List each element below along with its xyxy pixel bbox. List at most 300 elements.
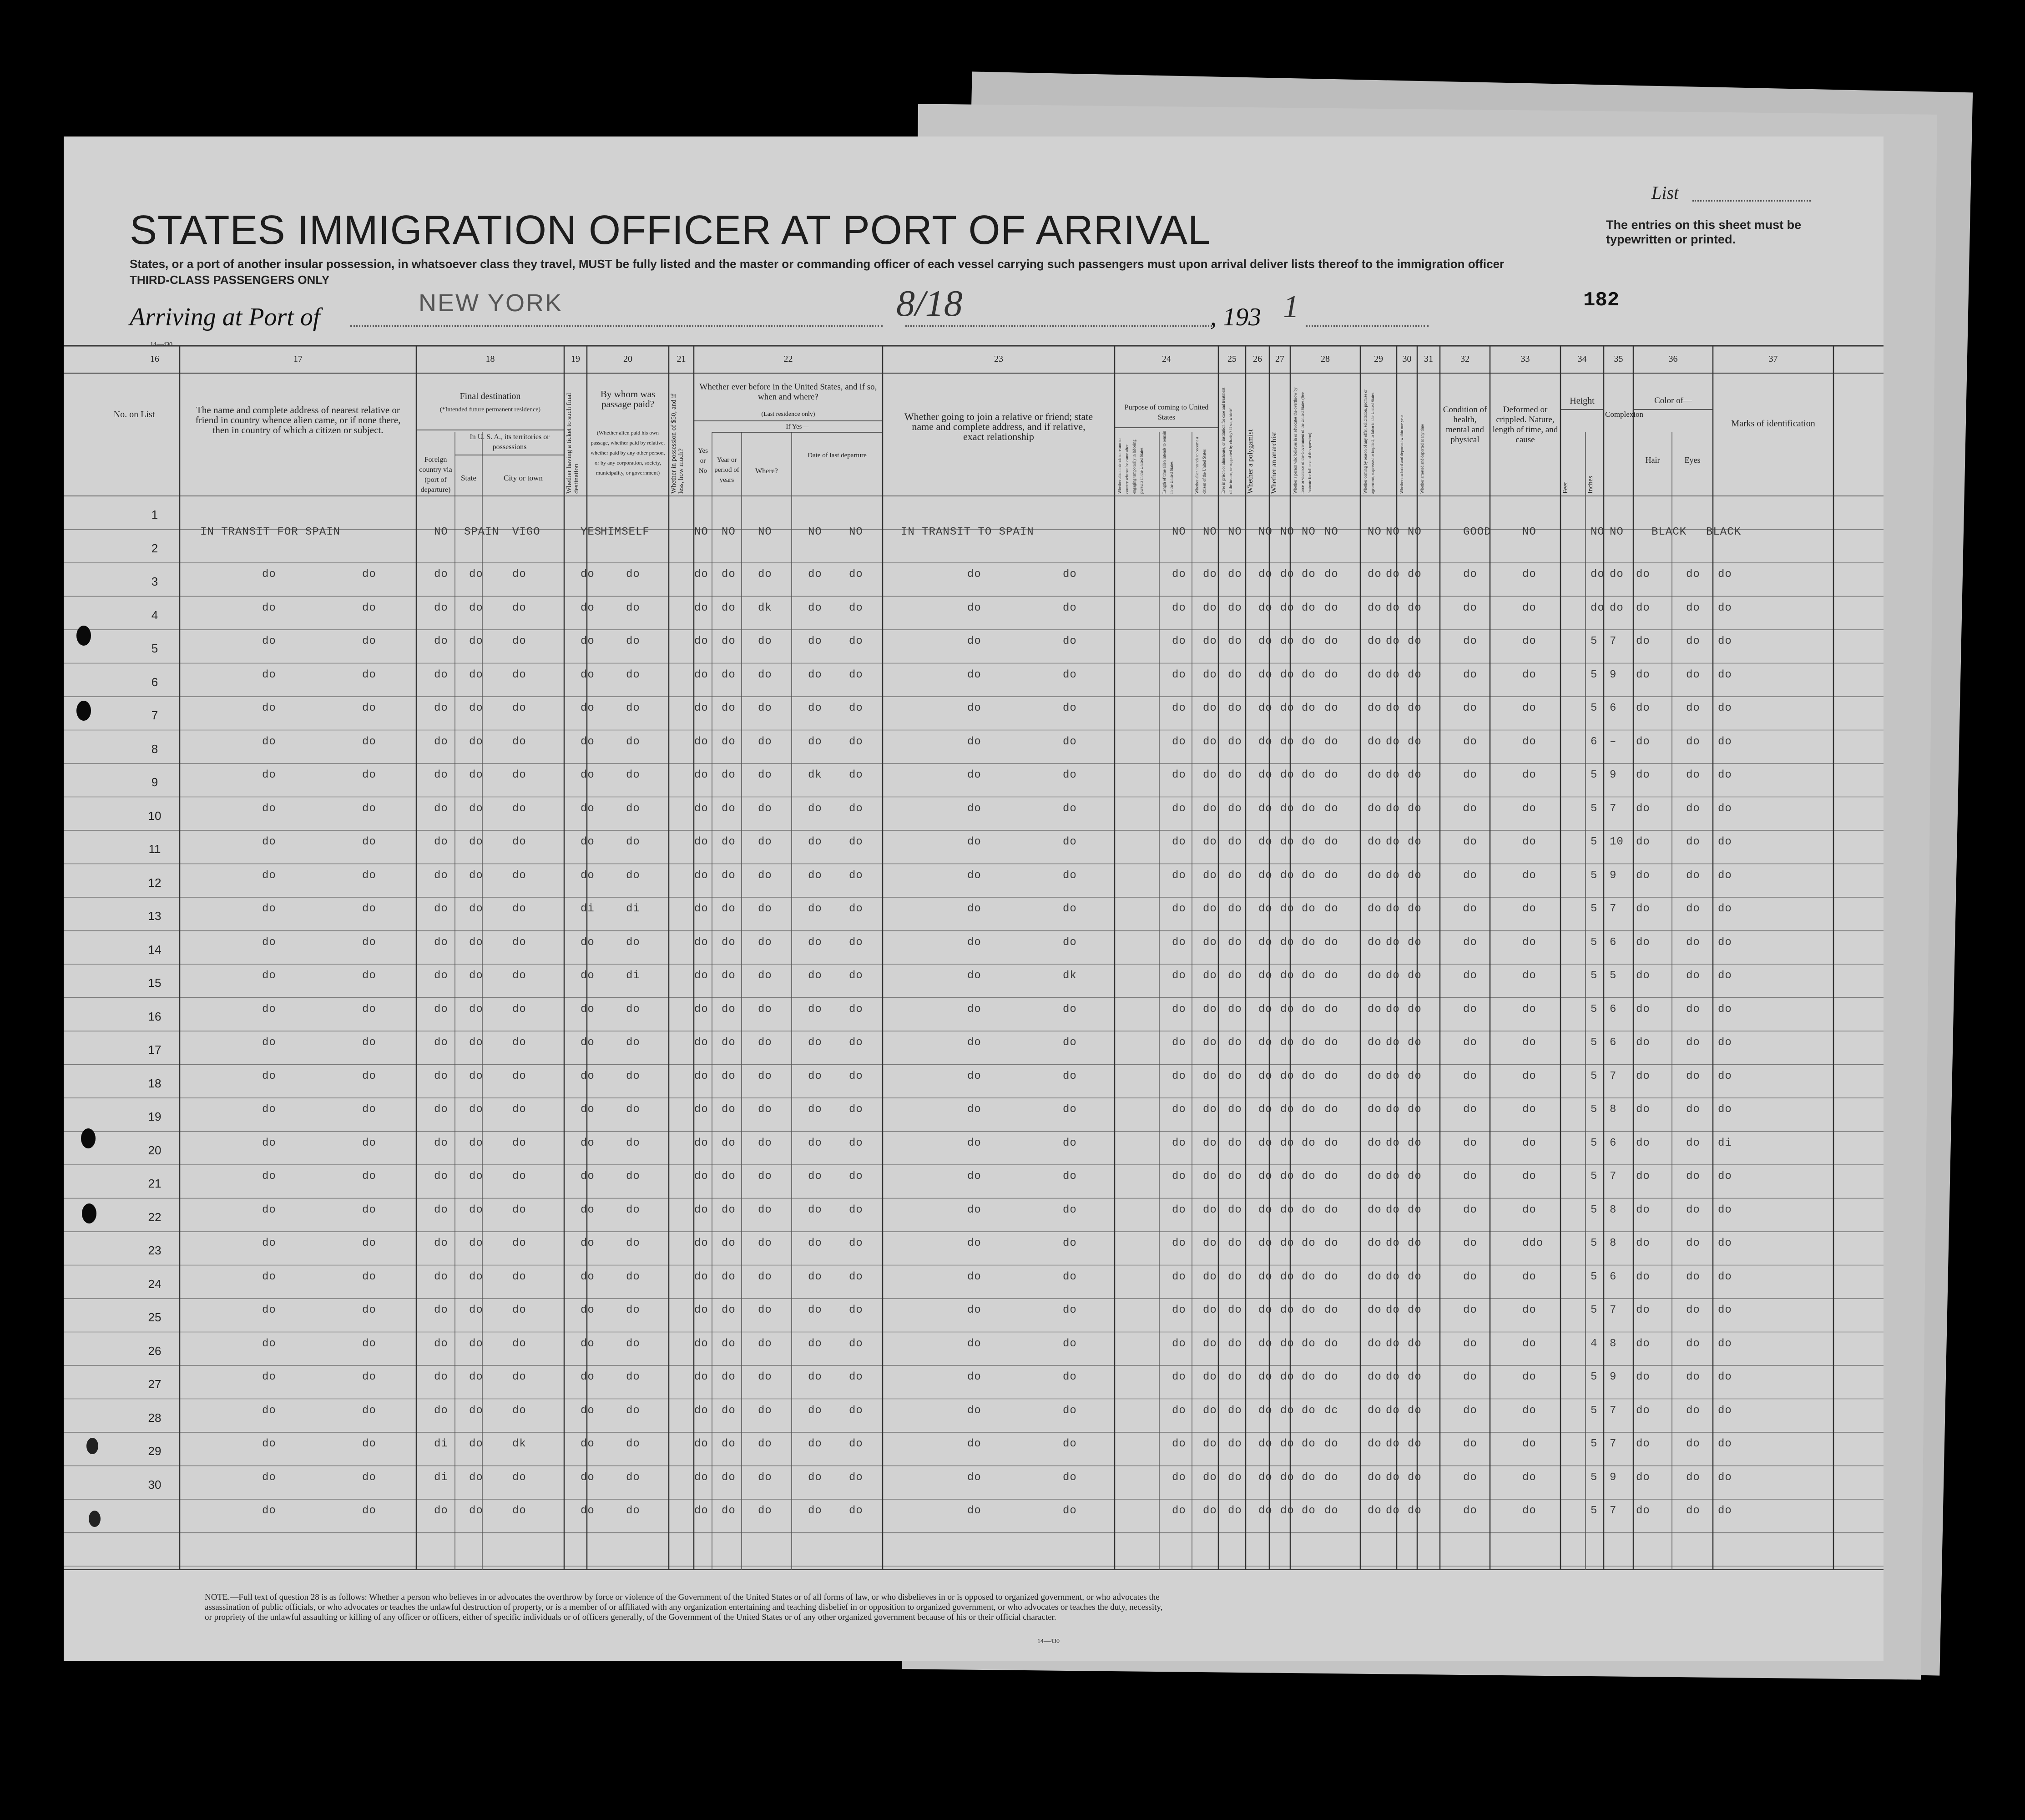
table-cell-c19: do	[581, 735, 595, 748]
table-cell-c35: do	[1636, 1337, 1650, 1350]
table-cell-c34a: 5	[1591, 702, 1598, 714]
table-cell-c33: do	[1522, 568, 1536, 581]
table-cell-c19: do	[581, 970, 595, 982]
table-cell-c30: do	[1386, 1070, 1400, 1082]
table-cell-c28: do	[1324, 1036, 1338, 1049]
table-cell-c35: do	[1636, 836, 1650, 848]
table-cell-c19: do	[581, 1203, 595, 1216]
row-number: 2	[151, 541, 158, 555]
table-cell-c34a: do	[1591, 602, 1605, 614]
table-cell-c24b: do	[1203, 735, 1217, 748]
row-number: 24	[148, 1277, 162, 1291]
table-cell-c36b: do	[1718, 769, 1732, 781]
row-number: 11	[148, 842, 161, 856]
table-cell-c18c: do	[512, 1237, 526, 1249]
table-cell-c23b: do	[1063, 1304, 1077, 1316]
table-cell-c36a: do	[1686, 1103, 1700, 1116]
table-cell-c34b: 7	[1610, 1505, 1617, 1517]
table-cell-c22d: do	[849, 735, 863, 748]
table-cell-c18c: do	[512, 1371, 526, 1383]
table-cell-c18b: do	[469, 668, 483, 681]
table-cell-c18b: do	[469, 1003, 483, 1016]
table-cell-c25: do	[1258, 1003, 1273, 1016]
table-cell-c35: do	[1636, 1438, 1650, 1450]
header-anarchist: Whether an anarchist	[1270, 432, 1278, 494]
table-cell-c17a: do	[262, 1371, 276, 1383]
table-cell-c17a: do	[262, 1404, 276, 1417]
table-cell-c25: do	[1258, 802, 1273, 815]
table-cell-c34b: do	[1610, 568, 1624, 581]
table-cell-c18b: do	[469, 1438, 483, 1450]
table-cell-c21: do	[694, 936, 708, 949]
table-cell-c24a: do	[1172, 1404, 1186, 1417]
arriving-label: Arriving at Port of	[130, 303, 320, 331]
table-cell-c24a: do	[1172, 568, 1186, 581]
table-cell-c21: NO	[694, 526, 708, 538]
table-cell-c24b: do	[1203, 1203, 1217, 1216]
column-number: 35	[1614, 354, 1623, 364]
table-cell-c18a: do	[434, 1371, 448, 1383]
column-number: 31	[1424, 354, 1433, 364]
table-cell-c34b: 5	[1610, 970, 1617, 982]
table-cell-c22a: do	[722, 836, 736, 848]
table-cell-c22b: do	[758, 1103, 772, 1116]
table-cell-c24b: do	[1203, 1371, 1217, 1383]
table-cell-c24c: do	[1228, 1203, 1242, 1216]
table-cell-c32: do	[1463, 568, 1477, 581]
table-cell-c36a: do	[1686, 668, 1700, 681]
table-cell-c36a: do	[1686, 836, 1700, 848]
row-number: 7	[151, 708, 158, 722]
table-cell-c31: do	[1408, 568, 1422, 581]
table-cell-c36b: do	[1718, 635, 1732, 647]
table-cell-c18a: do	[434, 836, 448, 848]
column-number: 25	[1227, 354, 1237, 364]
table-cell-c36a: BLACK	[1651, 526, 1687, 538]
table-cell-c28: do	[1324, 936, 1338, 949]
table-cell-c30: do	[1386, 1371, 1400, 1383]
table-cell-c18b: do	[469, 735, 483, 748]
table-cell-c29: do	[1368, 1237, 1382, 1249]
table-cell-c18c: do	[512, 1103, 526, 1116]
table-cell-c26: do	[1280, 1237, 1294, 1249]
table-cell-c22d: do	[849, 702, 863, 714]
table-cell-c18a: do	[434, 1505, 448, 1517]
table-cell-c27: do	[1302, 903, 1316, 915]
table-cell-c30: do	[1386, 869, 1400, 882]
table-cell-c28: do	[1324, 668, 1338, 681]
table-cell-c20: do	[626, 1070, 640, 1082]
table-cell-c28: NO	[1324, 526, 1338, 538]
table-cell-c18b: do	[469, 1203, 483, 1216]
table-cell-c23b: do	[1063, 635, 1077, 647]
table-cell-c17a: do	[262, 836, 276, 848]
table-cell-c33: do	[1522, 702, 1536, 714]
table-cell-c22c: do	[808, 936, 822, 949]
table-cell-c30: do	[1386, 1203, 1400, 1216]
table-cell-c24c: do	[1228, 1036, 1242, 1049]
table-cell-c33: do	[1522, 1371, 1536, 1383]
table-cell-c22a: do	[722, 1170, 736, 1183]
table-cell-c17b: do	[362, 702, 376, 714]
row-number: 25	[148, 1310, 162, 1324]
table-cell-c24c: do	[1228, 836, 1242, 848]
table-cell-c29: do	[1368, 836, 1382, 848]
table-cell-c31: do	[1408, 970, 1422, 982]
table-cell-c32: do	[1463, 802, 1477, 815]
table-cell-c26: do	[1280, 1003, 1294, 1016]
table-cell-c21: do	[694, 602, 708, 614]
table-cell-c34b: 7	[1610, 1304, 1617, 1316]
table-cell-c17b: do	[362, 802, 376, 815]
table-cell-c21: do	[694, 1471, 708, 1484]
table-cell-c31: do	[1408, 668, 1422, 681]
table-cell-c26: do	[1280, 702, 1294, 714]
table-cell-c24a: do	[1172, 1203, 1186, 1216]
table-cell-c18b: do	[469, 1337, 483, 1350]
table-cell-c18a: do	[434, 602, 448, 614]
table-cell-c24c: do	[1228, 1438, 1242, 1450]
table-cell-c22c: do	[808, 1471, 822, 1484]
table-cell-c36a: do	[1686, 1371, 1700, 1383]
table-cell-c35: do	[1636, 769, 1650, 781]
table-cell-c31: do	[1408, 635, 1422, 647]
table-cell-c23a: do	[967, 1003, 981, 1016]
table-cell-c22a: do	[722, 802, 736, 815]
table-cell-c17b: do	[362, 602, 376, 614]
table-cell-c18c: do	[512, 1137, 526, 1149]
table-cell-c35: do	[1636, 702, 1650, 714]
table-cell-c22c: do	[808, 1070, 822, 1082]
table-cell-c36b: do	[1718, 1270, 1732, 1283]
table-cell-c24c: do	[1228, 936, 1242, 949]
table-cell-c24a: do	[1172, 869, 1186, 882]
table-cell-c22d: do	[849, 1404, 863, 1417]
table-cell-c22d: do	[849, 1371, 863, 1383]
table-cell-c24a: do	[1172, 836, 1186, 848]
table-cell-c36b: do	[1718, 1304, 1732, 1316]
table-cell-c35: do	[1636, 1036, 1650, 1049]
table-cell-c23a: do	[967, 668, 981, 681]
table-cell-c17a: do	[262, 1304, 276, 1316]
table-cell-c23a: do	[967, 1070, 981, 1082]
table-cell-c32: do	[1463, 1170, 1477, 1183]
table-cell-c18c: do	[512, 702, 526, 714]
table-cell-c19: do	[581, 836, 595, 848]
table-cell-c23b: do	[1063, 1237, 1077, 1249]
table-cell-c32: do	[1463, 1070, 1477, 1082]
table-cell-c26: do	[1280, 735, 1294, 748]
table-cell-c22c: do	[808, 836, 822, 848]
table-cell-c27: NO	[1302, 526, 1316, 538]
table-cell-c28: do	[1324, 1505, 1338, 1517]
table-cell-c32: do	[1463, 1137, 1477, 1149]
table-cell-c17a: do	[262, 769, 276, 781]
table-cell-c23a: do	[967, 836, 981, 848]
table-cell-c36b: do	[1718, 1170, 1732, 1183]
table-cell-c17b: do	[362, 1203, 376, 1216]
table-cell-c26: do	[1280, 568, 1294, 581]
table-cell-c36a: do	[1686, 1438, 1700, 1450]
table-cell-c34b: 6	[1610, 1137, 1617, 1149]
table-cell-c24b: do	[1203, 869, 1217, 882]
instruction-line: States, or a port of another insular possession, in whatsoever class they travel, MUST be fully listed and the master or commanding officer of each vessel carrying such passengers must upon arrival deliver lists thereof to the immigration officer	[130, 257, 1505, 271]
table-cell-c19: do	[581, 1003, 595, 1016]
table-cell-c22d: do	[849, 1270, 863, 1283]
table-cell-c18a: do	[434, 1304, 448, 1316]
table-cell-c23b: do	[1063, 869, 1077, 882]
column-number: 37	[1768, 354, 1778, 364]
header-c28: Whether a person who believes in or advocates the overthrow by force or violence of the Government of the United States (See footnote for full text of this question)	[1293, 387, 1312, 494]
table-cell-c28: do	[1324, 1371, 1338, 1383]
table-cell-c17a: do	[262, 1438, 276, 1450]
header-nearest-relative: The name and complete address of nearest relative or friend in country whence alien came, or if none there, then in country of which a citizen or subject.	[195, 404, 401, 435]
table-cell-c36a: do	[1686, 602, 1700, 614]
table-cell-c18b: do	[469, 769, 483, 781]
table-cell-c28: do	[1324, 568, 1338, 581]
table-cell-c18b: do	[469, 1505, 483, 1517]
table-cell-c31: do	[1408, 802, 1422, 815]
table-cell-c34b: 7	[1610, 635, 1617, 647]
table-cell-c19: do	[581, 1237, 595, 1249]
table-cell-c30: do	[1386, 836, 1400, 848]
table-cell-c28: do	[1324, 769, 1338, 781]
table-cell-c17a: do	[262, 1505, 276, 1517]
table-cell-c28: dc	[1324, 1404, 1338, 1417]
table-cell-c22a: do	[722, 1270, 736, 1283]
table-cell-c25: do	[1258, 1237, 1273, 1249]
table-cell-c24c: do	[1228, 1070, 1242, 1082]
table-cell-c34b: 9	[1610, 668, 1617, 681]
table-cell-c35: do	[1636, 802, 1650, 815]
table-cell-c24a: do	[1172, 1003, 1186, 1016]
table-cell-c24b: do	[1203, 836, 1217, 848]
table-cell-c22d: do	[849, 936, 863, 949]
manifest-sheet	[64, 136, 1884, 1661]
table-cell-c17b: do	[362, 1137, 376, 1149]
table-cell-c36b: do	[1718, 1070, 1732, 1082]
table-cell-c17a: do	[262, 1237, 276, 1249]
table-cell-c19: do	[581, 1337, 595, 1350]
row-number: 3	[151, 575, 158, 588]
table-cell-c36a: do	[1686, 769, 1700, 781]
table-cell-c23b: do	[1063, 1337, 1077, 1350]
table-cell-c22b: do	[758, 802, 772, 815]
table-cell-c19: do	[581, 602, 595, 614]
table-cell-c23b: do	[1063, 1404, 1077, 1417]
header-no-on-list: No. on List	[113, 410, 155, 420]
table-cell-c33: do	[1522, 602, 1536, 614]
table-cell-c17b: do	[362, 869, 376, 882]
column-number: 32	[1460, 354, 1470, 364]
table-cell-c25: do	[1258, 668, 1273, 681]
table-cell-c22a: do	[722, 769, 736, 781]
table-cell-c18c: do	[512, 836, 526, 848]
table-cell-c28: do	[1324, 1304, 1338, 1316]
table-cell-c26: do	[1280, 1404, 1294, 1417]
table-cell-c25: do	[1258, 702, 1273, 714]
table-cell-c27: do	[1302, 568, 1316, 581]
table-cell-c21: do	[694, 1003, 708, 1016]
table-cell-c18c: do	[512, 1471, 526, 1484]
table-cell-c34b: do	[1610, 602, 1624, 614]
table-cell-c34b: 6	[1610, 1270, 1617, 1283]
table-cell-c24b: do	[1203, 1505, 1217, 1517]
table-cell-c18c: do	[512, 602, 526, 614]
table-cell-c24b: do	[1203, 1404, 1217, 1417]
table-cell-c22d: do	[849, 1471, 863, 1484]
table-cell-c18a: do	[434, 1103, 448, 1116]
table-cell-c34b: 8	[1610, 1103, 1617, 1116]
table-cell-c24b: do	[1203, 1237, 1217, 1249]
table-cell-c18c: do	[512, 1203, 526, 1216]
table-cell-c34b: 7	[1610, 1170, 1617, 1183]
table-cell-c23b: dk	[1063, 970, 1077, 982]
table-cell-c29: do	[1368, 802, 1382, 815]
table-cell-c34a: 5	[1591, 1438, 1598, 1450]
table-cell-c29: do	[1368, 769, 1382, 781]
table-cell-c36b: do	[1718, 836, 1732, 848]
table-cell-c24a: do	[1172, 1137, 1186, 1149]
table-cell-c22c: do	[808, 1103, 822, 1116]
header-hair: Hair	[1645, 455, 1660, 465]
punch-hole	[89, 1511, 101, 1527]
table-cell-c21: do	[694, 1270, 708, 1283]
header-ever-before: Whether ever before in the United States, and if so, when and where?	[699, 382, 877, 402]
table-cell-c26: do	[1280, 970, 1294, 982]
table-cell-c33: do	[1522, 836, 1536, 848]
table-cell-c17b: do	[362, 1170, 376, 1183]
table-cell-c32: do	[1463, 936, 1477, 949]
table-cell-c33: ddo	[1522, 1237, 1544, 1249]
table-cell-c22b: do	[758, 1170, 772, 1183]
table-cell-c27: do	[1302, 1505, 1316, 1517]
table-cell-c35: do	[1636, 635, 1650, 647]
header-polygamist: Whether a polygamist	[1247, 429, 1254, 494]
table-cell-c32: do	[1463, 1103, 1477, 1116]
table-cell-c22a: do	[722, 1337, 736, 1350]
table-cell-c17b: do	[362, 903, 376, 915]
table-cell-c24b: do	[1203, 1036, 1217, 1049]
table-cell-c19: do	[581, 1270, 595, 1283]
table-cell-c22a: do	[722, 568, 736, 581]
table-cell-c34a: 5	[1591, 836, 1598, 848]
table-cell-c17b: do	[362, 668, 376, 681]
table-cell-c24a: do	[1172, 735, 1186, 748]
table-cell-c18a: do	[434, 1270, 448, 1283]
table-cell-c20: do	[626, 1036, 640, 1049]
table-cell-c20: do	[626, 869, 640, 882]
table-cell-c24a: do	[1172, 1438, 1186, 1450]
table-cell-c35: do	[1636, 568, 1650, 581]
table-cell-c29: do	[1368, 1371, 1382, 1383]
table-cell-c18a: do	[434, 568, 448, 581]
table-cell-c19: do	[581, 1170, 595, 1183]
table-cell-c25: do	[1258, 769, 1273, 781]
table-cell-c23a: do	[967, 735, 981, 748]
table-cell-c22c: do	[808, 869, 822, 882]
table-cell-c17b: do	[362, 1404, 376, 1417]
table-cell-c33: do	[1522, 769, 1536, 781]
table-cell-c29: do	[1368, 1036, 1382, 1049]
table-cell-c18c: do	[512, 1337, 526, 1350]
table-cell-c30: do	[1386, 769, 1400, 781]
table-cell-c27: do	[1302, 1203, 1316, 1216]
table-cell-c22c: do	[808, 1237, 822, 1249]
table-cell-c22d: do	[849, 1170, 863, 1183]
row-number: 29	[148, 1444, 162, 1458]
table-cell-c33: NO	[1522, 526, 1536, 538]
table-cell-c21: do	[694, 735, 708, 748]
table-cell-c26: do	[1280, 1103, 1294, 1116]
table-cell-c25: do	[1258, 936, 1273, 949]
table-cell-c26: do	[1280, 1337, 1294, 1350]
table-cell-c30: do	[1386, 802, 1400, 815]
table-cell-c36b: do	[1718, 668, 1732, 681]
header-city: City or town	[504, 474, 543, 482]
table-cell-c22b: NO	[758, 526, 772, 538]
table-cell-c19: do	[581, 1036, 595, 1049]
table-cell-c36a: do	[1686, 970, 1700, 982]
table-cell-c22d: do	[849, 1438, 863, 1450]
table-cell-c34b: 7	[1610, 802, 1617, 815]
table-cell-c36b: do	[1718, 903, 1732, 915]
header-in-usa: In U. S. A., its territories or possessions	[470, 433, 550, 451]
table-cell-c18a: do	[434, 1203, 448, 1216]
table-cell-c20: do	[626, 1270, 640, 1283]
table-cell-c36a: do	[1686, 903, 1700, 915]
table-cell-c22c: NO	[808, 526, 822, 538]
table-cell-c36b: do	[1718, 568, 1732, 581]
table-cell-c24a: NO	[1172, 526, 1186, 538]
table-cell-c22d: do	[849, 769, 863, 781]
table-cell-c22c: do	[808, 1337, 822, 1350]
column-number: 30	[1402, 354, 1412, 364]
table-cell-c22a: do	[722, 735, 736, 748]
table-cell-c24b: do	[1203, 1103, 1217, 1116]
class-line: THIRD-CLASS PASSENGERS ONLY	[130, 273, 330, 287]
table-cell-c34b: –	[1610, 735, 1617, 748]
table-cell-c24b: do	[1203, 635, 1217, 647]
table-cell-c29: do	[1368, 903, 1382, 915]
table-cell-c33: do	[1522, 1505, 1536, 1517]
table-cell-c24c: do	[1228, 1371, 1242, 1383]
table-cell-c17a: IN TRANSIT FOR SPAIN	[200, 526, 341, 538]
table-cell-c23b: do	[1063, 936, 1077, 949]
table-cell-c25: do	[1258, 1036, 1273, 1049]
table-cell-c29: do	[1368, 1505, 1382, 1517]
table-cell-c18a: do	[434, 1404, 448, 1417]
table-cell-c19: YES	[581, 526, 602, 538]
table-cell-c23a: do	[967, 1103, 981, 1116]
table-cell-c24c: do	[1228, 568, 1242, 581]
header-if-yes: If Yes—	[786, 423, 809, 430]
table-cell-c24a: do	[1172, 1170, 1186, 1183]
table-cell-c35: do	[1636, 735, 1650, 748]
table-cell-c25: do	[1258, 568, 1273, 581]
table-cell-c17a: do	[262, 1003, 276, 1016]
table-cell-c22a: do	[722, 1404, 736, 1417]
table-cell-c20: do	[626, 802, 640, 815]
table-cell-c17b: do	[362, 1337, 376, 1350]
table-cell-c24a: do	[1172, 602, 1186, 614]
punch-hole	[82, 1203, 96, 1223]
table-cell-c30: do	[1386, 1471, 1400, 1484]
table-cell-c18b: do	[469, 1070, 483, 1082]
table-cell-c22c: do	[808, 735, 822, 748]
table-cell-c20: do	[626, 1304, 640, 1316]
table-cell-c34a: 5	[1591, 1103, 1598, 1116]
